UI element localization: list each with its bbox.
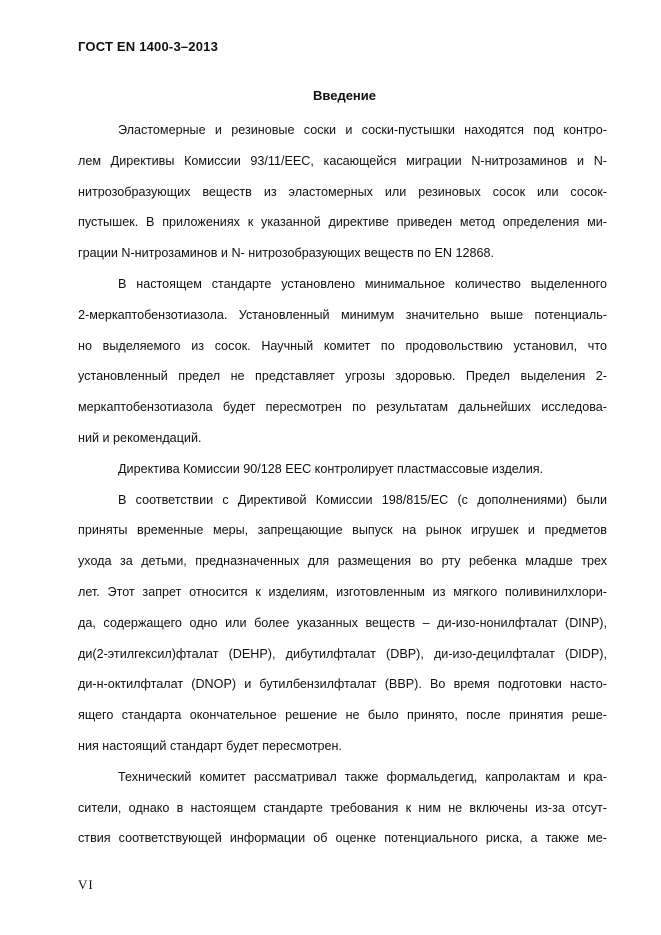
page-number: VI — [78, 877, 94, 892]
text-line: ди-н-октилфталат (DNOP) и бутилбензилфталат (BBP). Во время подготовки насто- — [78, 677, 607, 692]
text-line: нитрозобразующих веществ из эластомерных или резиновых сосок или сосок- — [78, 184, 607, 199]
text-line: приняты временные меры, запрещающие выпуск на рынок игрушек и предметов — [78, 523, 607, 538]
text-line: ящего стандарта окончательное решение не было принято, после принятия реше- — [78, 708, 607, 723]
document-header: ГОСТ EN 1400-3–2013 — [78, 39, 219, 54]
text-line: пустышек. В приложениях к указанной директиве приведен метод определения ми- — [78, 215, 607, 230]
section-title: Введение — [313, 88, 376, 103]
text-line: сители, однако в настоящем стандарте требования к ним не включены из-за отсут- — [78, 800, 607, 815]
text-line: но выделяемого из сосок. Научный комитет по продовольствию установил, что — [78, 338, 607, 353]
text-line: Технический комитет рассматривал также формальдегид, капролактам и кра- — [118, 769, 607, 784]
text-line: да, содержащего одно или более указанных веществ – ди-изо-нонилфталат (DINP), — [78, 615, 607, 630]
text-line: В соответствии с Директивой Комиссии 198/815/EC (с дополнениями) были — [118, 492, 607, 507]
text-line: лем Директивы Комиссии 93/11/EEC, касающейся миграции N-нитрозаминов и N- — [78, 153, 607, 168]
text-line: ди(2-этилгексил)фталат (DEHP), дибутилфталат (DBP), ди-изо-децилфталат (DIDP), — [78, 646, 607, 661]
text-line: лет. Этот запрет относится к изделиям, изготовленным из мягкого поливинилхлори- — [78, 584, 607, 599]
text-line: ний и рекомендаций. — [78, 430, 202, 445]
text-line: грации N-нитрозаминов и N- нитрозобразующих веществ по EN 12868. — [78, 246, 495, 261]
text-line: ствия соответствующей информации об оценке потенциального риска, а также ме- — [78, 831, 607, 846]
text-line: Эластомерные и резиновые соски и соски-пустышки находятся под контро- — [118, 123, 607, 137]
body-text — [78, 115, 607, 854]
text-line: установленный предел не представляет угрозы здоровью. Предел выделения 2- — [78, 369, 607, 384]
text-line: 2-меркаптобензотиазола. Установленный минимум значительно выше потенциаль- — [78, 307, 607, 322]
text-line: меркаптобензотиазола будет пересмотрен по результатам дальнейших исследова- — [78, 400, 607, 415]
text-line: ния настоящий стандарт будет пересмотрен. — [78, 738, 342, 753]
text-line: Директива Комиссии 90/128 EEC контролирует пластмассовые изделия. — [118, 461, 544, 476]
text-line: В настоящем стандарте установлено минимальное количество выделенного — [118, 276, 607, 291]
text-line: ухода за детьми, предназначенных для размещения во рту ребенка младше трех — [78, 554, 607, 569]
